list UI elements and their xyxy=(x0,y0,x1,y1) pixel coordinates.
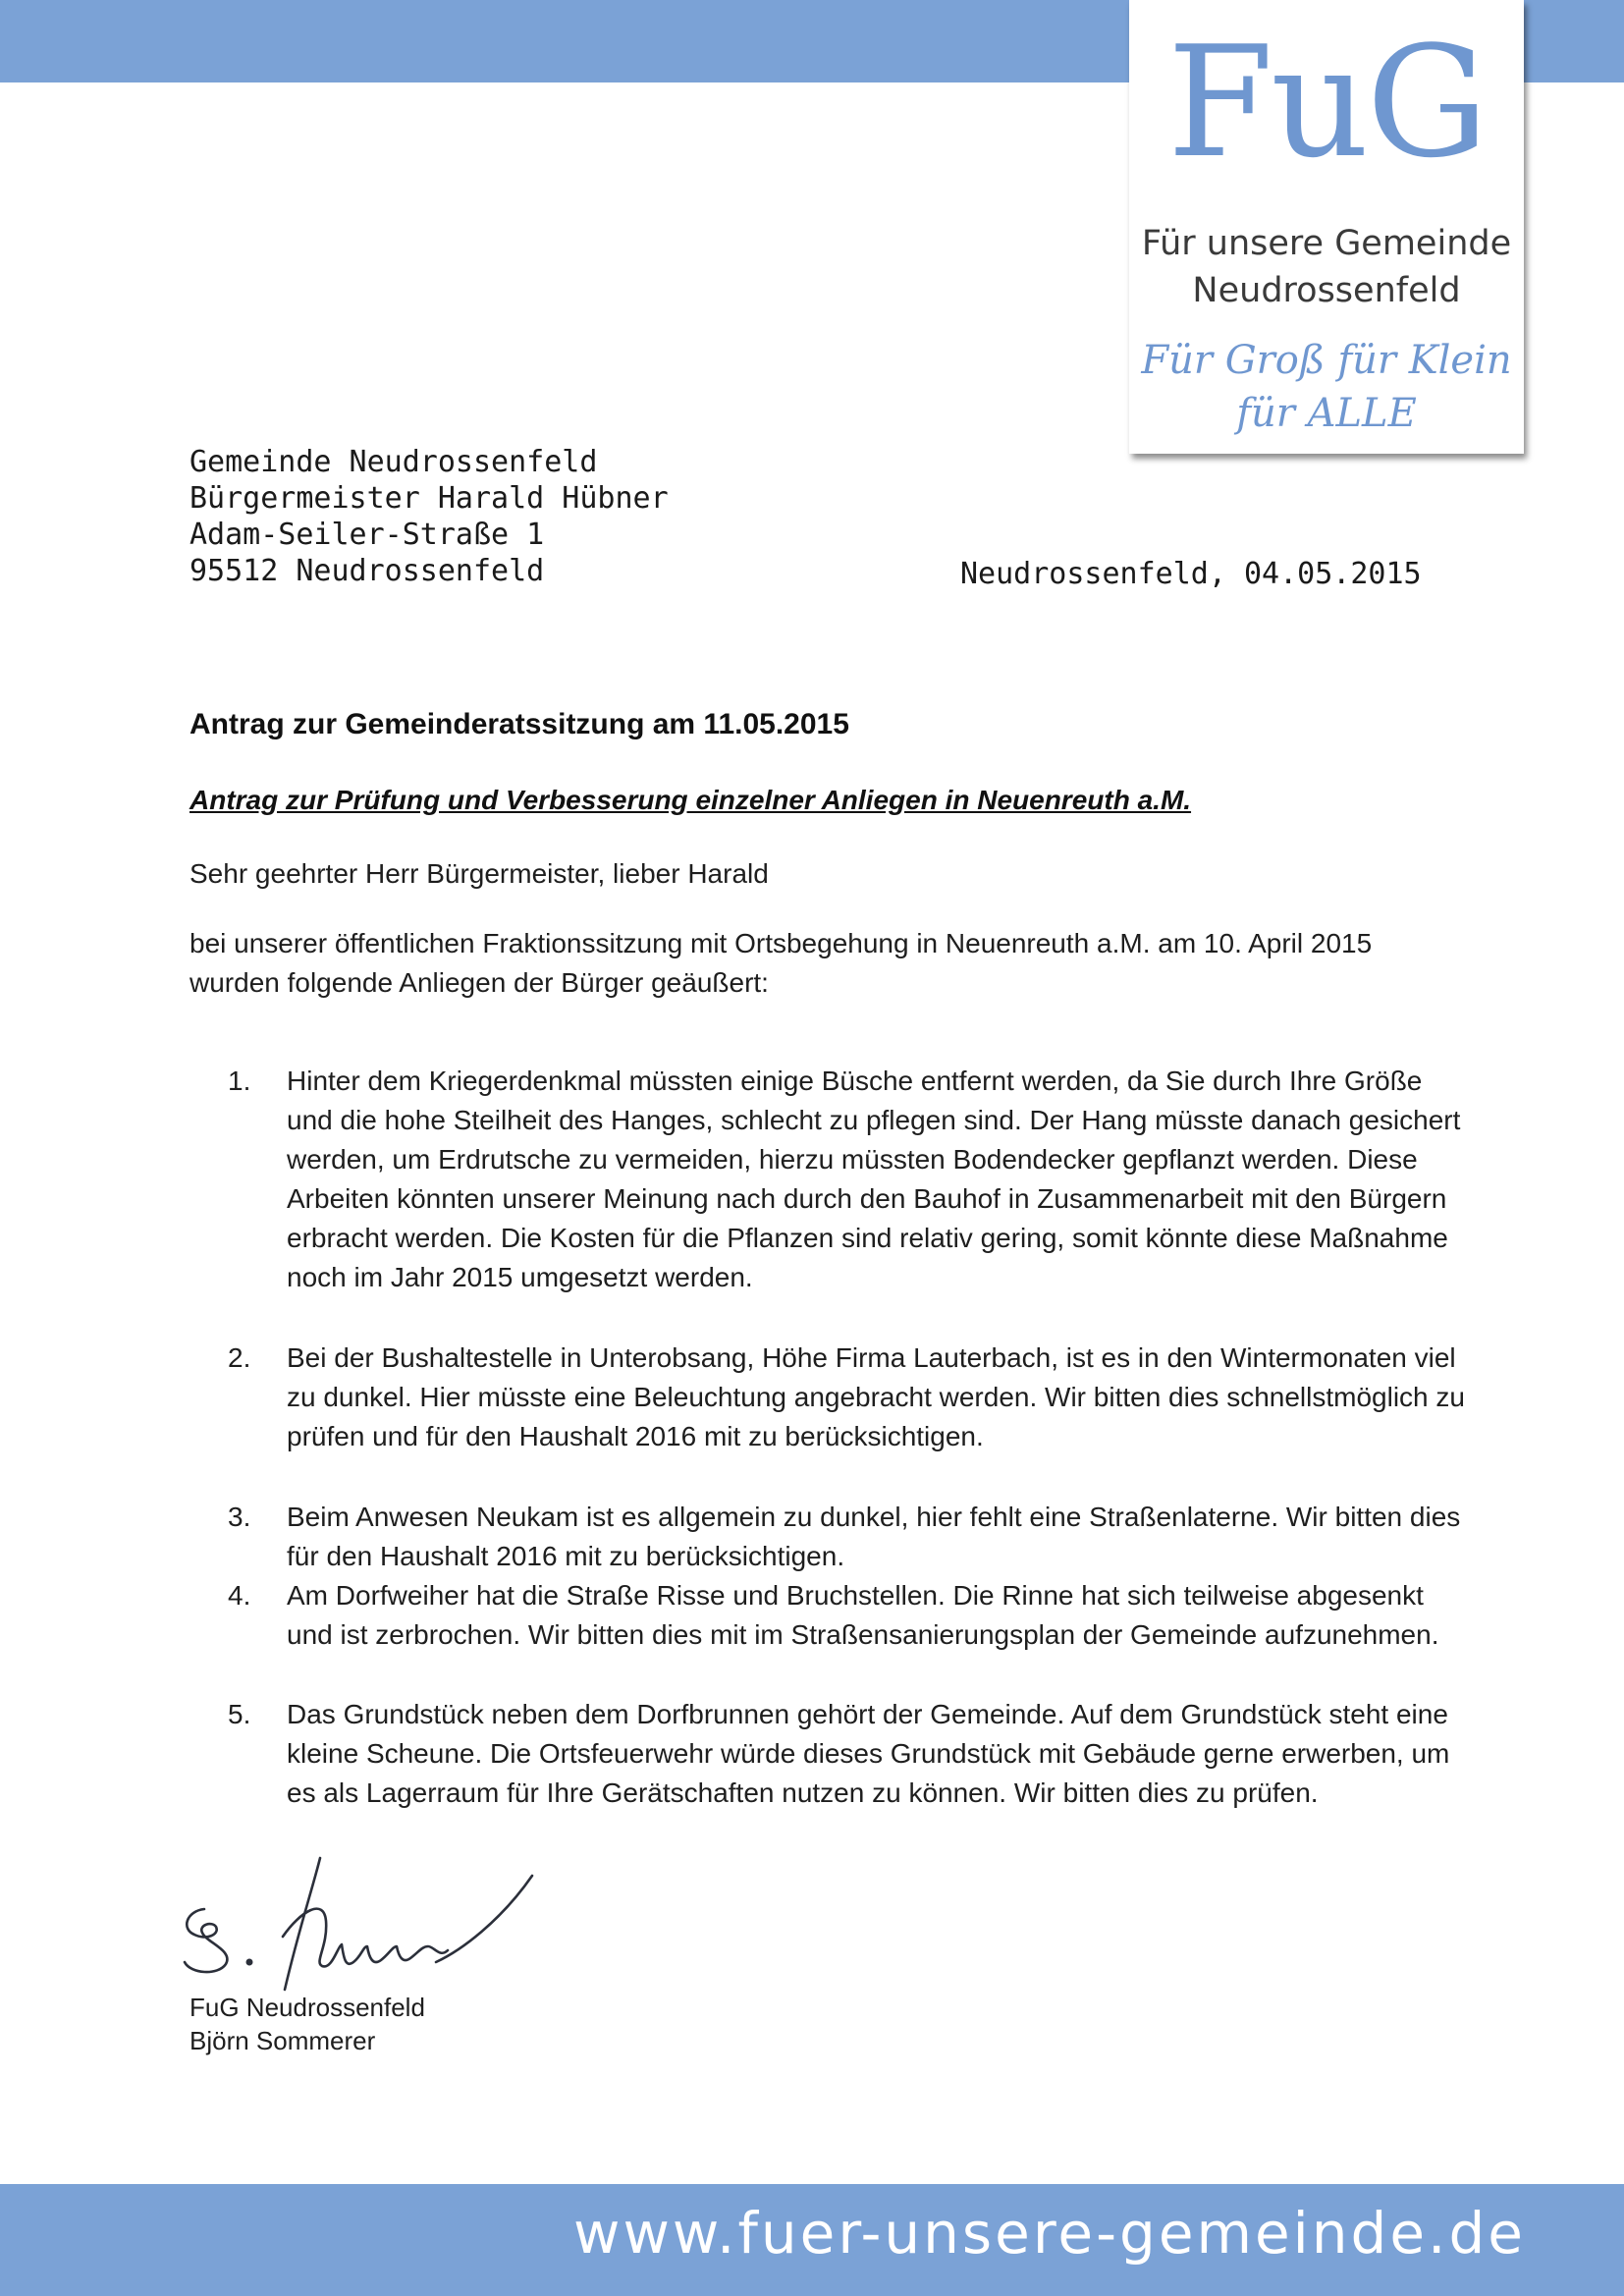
subject-subheading: Antrag zur Prüfung und Verbesserung einzelner Anliegen in Neuenreuth a.M. xyxy=(189,785,1192,815)
date-line: Neudrossenfeld, 04.05.2015 xyxy=(960,557,1422,591)
list-item-text: Beim Anwesen Neukam ist es allgemein zu dunkel, hier fehlt eine Straßenlaterne. Wir bitten dies für den Haushalt 2016 mit zu berücksichtigen. xyxy=(287,1502,1461,1571)
fug-logo-box xyxy=(1129,0,1524,454)
slogan xyxy=(1129,334,1524,440)
list-item-text: Das Grundstück neben dem Dorfbrunnen gehört der Gemeinde. Auf dem Grundstück steht eine kleine Scheune. Die Ortsfeuerwehr würde dieses Grundstück mit Gebäude gerne erwerben, um es als Lagerraum für Ihre Gerätschaften nutzen zu können. Wir bitten dies zu prüfen. xyxy=(287,1699,1450,1808)
slogan-line1: Für Groß für Klein xyxy=(1141,338,1512,383)
fug-logo: FuG xyxy=(1166,13,1487,191)
signature-block xyxy=(189,1991,425,2057)
list-item xyxy=(228,1576,1465,1655)
subject-heading: Antrag zur Gemeinderatssitzung am 11.05.2015 xyxy=(189,708,849,740)
logo-subtitle-line2: Neudrossenfeld xyxy=(1192,271,1461,310)
intro-paragraph: bei unserer öffentlichen Fraktionssitzung mit Ortsbegehung in Neuenreuth a.M. am 10. April 2015 wurden folgende Anliegen der Bürger geäußert: xyxy=(189,928,1373,998)
handwritten-signature xyxy=(177,1852,628,1999)
list-item-number: 3. xyxy=(228,1502,251,1532)
recipient-line2: Bürgermeister Harald Hübner xyxy=(189,481,669,516)
signature-org: FuG Neudrossenfeld xyxy=(189,1993,425,2022)
list-item-text: Bei der Bushaltestelle in Unterobsang, Höhe Firma Lauterbach, ist es in den Wintermonaten viel zu dunkel. Hier müsste eine Beleuchtung angebracht werden. Wir bitten dies schnellstmöglich zu prüfen und für den Haushalt 2016 mit zu berücksichtigen. xyxy=(287,1342,1465,1451)
list-item xyxy=(228,1498,1465,1576)
logo-subtitle-line1: Für unsere Gemeinde xyxy=(1141,224,1512,263)
website-link[interactable]: www.fuer-unsere-gemeinde.de xyxy=(573,2200,1526,2267)
recipient-line4: 95512 Neudrossenfeld xyxy=(189,554,545,588)
slogan-line2: für ALLE xyxy=(1236,391,1417,436)
list-item-number: 4. xyxy=(228,1580,251,1611)
recipient-line1: Gemeinde Neudrossenfeld xyxy=(189,445,598,479)
logo-subtitle xyxy=(1129,220,1524,314)
list-item-number: 1. xyxy=(228,1066,251,1096)
salutation: Sehr geehrter Herr Bürgermeister, lieber Harald xyxy=(189,858,769,889)
recipient-address xyxy=(189,444,669,589)
list-item-text: Hinter dem Kriegerdenkmal müssten einige Büsche entfernt werden, da Sie durch Ihre Größe und die hohe Steilheit des Hanges, schlecht zu pflegen sind. Der Hang müsste danach gesichert werden, um Erdrutsche zu vermeiden, hierzu müssten Bodendecker gepflanzt werden. Diese Arbeiten könnten unserer Meinung nach durch den Bauhof in Zusammenarbeit mit den Bürgern erbracht werden. Die Kosten für die Pflanzen sind relativ gering, somit könnte diese Maßnahme noch im Jahr 2015 umgesetzt werden. xyxy=(287,1066,1461,1292)
list-item-text: Am Dorfweiher hat die Straße Risse und Bruchstellen. Die Rinne hat sich teilweise abgesenkt und ist zerbrochen. Wir bitten dies mit im Straßensanierungsplan der Gemeinde aufzunehmen. xyxy=(287,1580,1439,1650)
list-item-number: 5. xyxy=(228,1699,251,1729)
list-item-number: 2. xyxy=(228,1342,251,1373)
recipient-line3: Adam-Seiler-Straße 1 xyxy=(189,518,545,552)
list-item xyxy=(228,1339,1465,1456)
list-item xyxy=(228,1695,1465,1813)
list-item xyxy=(228,1062,1465,1297)
signature-name: Björn Sommerer xyxy=(189,2026,376,2055)
